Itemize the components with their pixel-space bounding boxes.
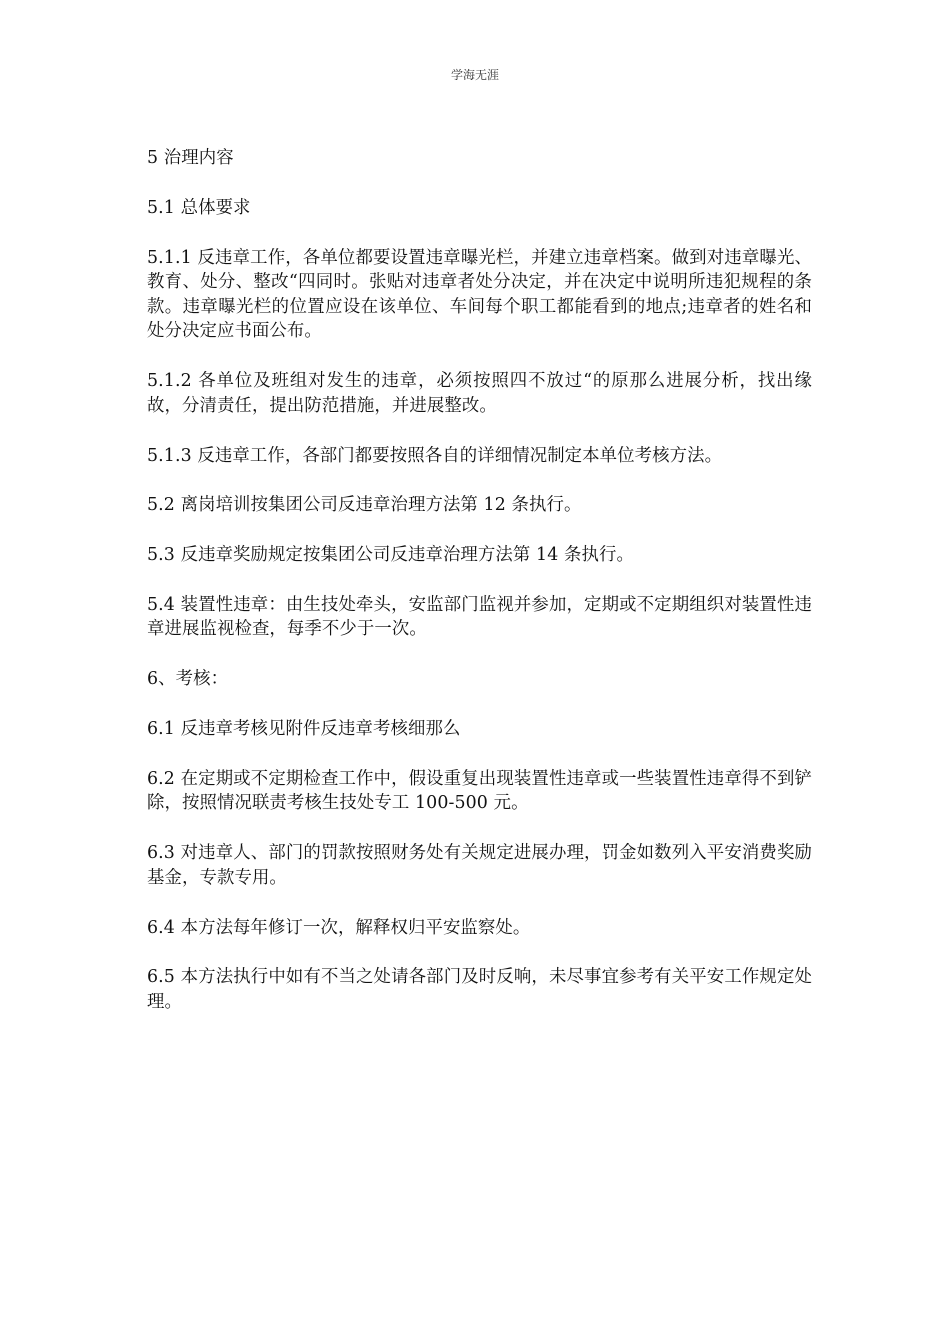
paragraph: 5.2 离岗培训按集团公司反违章治理方法第 12 条执行。 xyxy=(147,495,582,516)
subsection-heading: 5.1 总体要求 xyxy=(147,197,251,218)
paragraph: 5.3 反违章奖励规定按集团公司反违章治理方法第 14 条执行。 xyxy=(147,545,634,566)
paragraph: 5.1.3 反违章工作，各部门都要按照各自的详细情况制定本单位考核方法。 xyxy=(147,445,723,466)
paragraph: 6.2 在定期或不定期检查工作中，假设重复出现装置性违章或一些装置性违章得不到铲除，按照情况联责考核生技处专工 100-500 元。 xyxy=(147,768,812,814)
paragraph: 5.1.2 各单位及班组对发生的违章，必须按照四不放过“的原那么进展分析，找出缘故，分清责任，提出防范措施，并进展整改。 xyxy=(147,371,812,416)
section-heading: 5 治理内容 xyxy=(147,148,234,168)
paragraph: 6.1 反违章考核见附件反违章考核细那么 xyxy=(147,719,461,739)
document-body xyxy=(147,146,812,1040)
paragraph: 5.4 装置性违章：由生技处牵头，安监部门监视并参加，定期或不定期组织对装置性违章进展监视检查，每季不少于一次。 xyxy=(147,594,812,640)
section-heading: 6、考核： xyxy=(147,669,229,690)
page-header: 学海无涯 xyxy=(450,68,499,82)
paragraph: 6.3 对违章人、部门的罚款按照财务处有关规定进展办理，罚金如数列入平安消费奖励基金，专款专用。 xyxy=(147,843,812,888)
paragraph: 5.1.1 反违章工作，各单位都要设置违章曝光栏，并建立违章档案。做到对违章曝光、教育、处分、整改“四同时。张贴对违章者处分决定，并在决定中说明所违犯规程的条款。违章曝光栏的位置应设在该单位、车间每个职工都能看到的地点;违章者的姓名和处分决定应书面公布。 xyxy=(147,247,812,342)
paragraph: 6.5 本方法执行中如有不当之处请各部门及时反响，未尽事宜参考有关平安工作规定处理。 xyxy=(147,967,812,1012)
paragraph: 6.4 本方法每年修订一次，解释权归平安监察处。 xyxy=(147,917,531,938)
